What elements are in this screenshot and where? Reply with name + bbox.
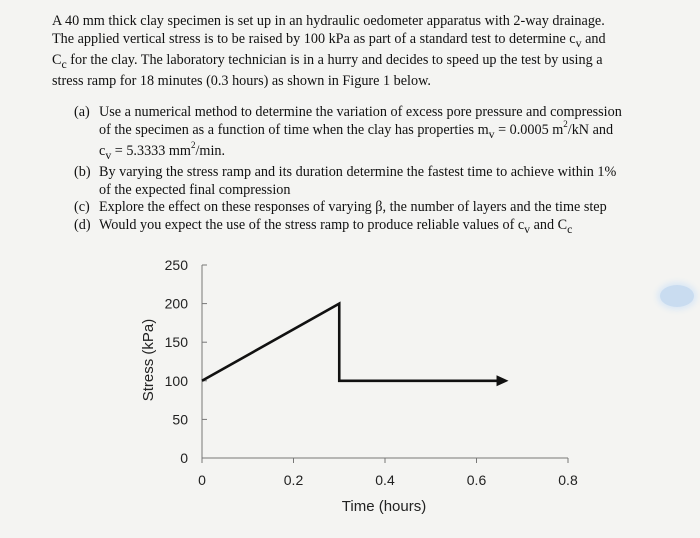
question-c: (c) Explore the effect on these responses of varying β, the number of layers and the time step [74, 199, 607, 216]
y-tick-label: 200 [164, 295, 188, 312]
y-tick-label: 150 [164, 334, 188, 351]
y-tick-label: 250 [164, 257, 188, 273]
series-end-arrowhead [497, 375, 509, 386]
question-label: (c) [74, 199, 90, 216]
x-tick-label: 0.4 [375, 472, 395, 488]
x-tick-label: 0.8 [558, 472, 578, 488]
intro-line-1: A 40 mm thick clay specimen is set up in an hydraulic oedometer apparatus with 2-way drainage. [52, 13, 605, 29]
intro-line-4: stress ramp for 18 minutes (0.3 hours) as shown in Figure 1 below. [52, 73, 431, 90]
question-d: (d) Would you expect the use of the stress ramp to produce reliable values of $c_v$ and $C_c$ [74, 216, 573, 236]
question-label: (b) [74, 164, 91, 181]
question-a: (a) Use a numerical method to determine the variation of excess pore pressure and compression of the specimen as a function of time when the clay has properties $m_v = 0.0005$ $m^2/kN$ and $c_v = 5.3333$ $mm^2/\min$. [74, 104, 622, 162]
chart-axes [202, 265, 568, 458]
question-label: (d) [74, 216, 91, 233]
intro-line-2: The applied vertical stress is to be raised by 100 kPa as part of a standard test to determine $c_v$ and [52, 30, 606, 50]
x-tick-label: 0 [198, 472, 206, 488]
x-tick-label: 0.2 [283, 472, 304, 488]
y-axis-label: Stress (kPa) [140, 318, 157, 402]
x-tick-label: 0.6 [466, 472, 487, 488]
stress-series-line [202, 304, 498, 381]
y-tick-label: 50 [172, 411, 188, 428]
intro-line-3: $C_c$ for the clay. The laboratory technician is in a hurry and decides to speed up the test by using a [52, 51, 603, 71]
chart-ticks [165, 257, 578, 488]
chart-series [202, 304, 509, 387]
y-tick-label: 100 [164, 372, 188, 389]
question-b: (b) By varying the stress ramp and its duration determine the fastest time to achieve within 1% of the expected final compression [74, 164, 617, 198]
y-tick-label: 0 [180, 450, 188, 466]
question-label: (a) [74, 104, 90, 120]
x-axis-label: Time (hours) [341, 498, 427, 515]
highlight-blob [660, 285, 694, 307]
